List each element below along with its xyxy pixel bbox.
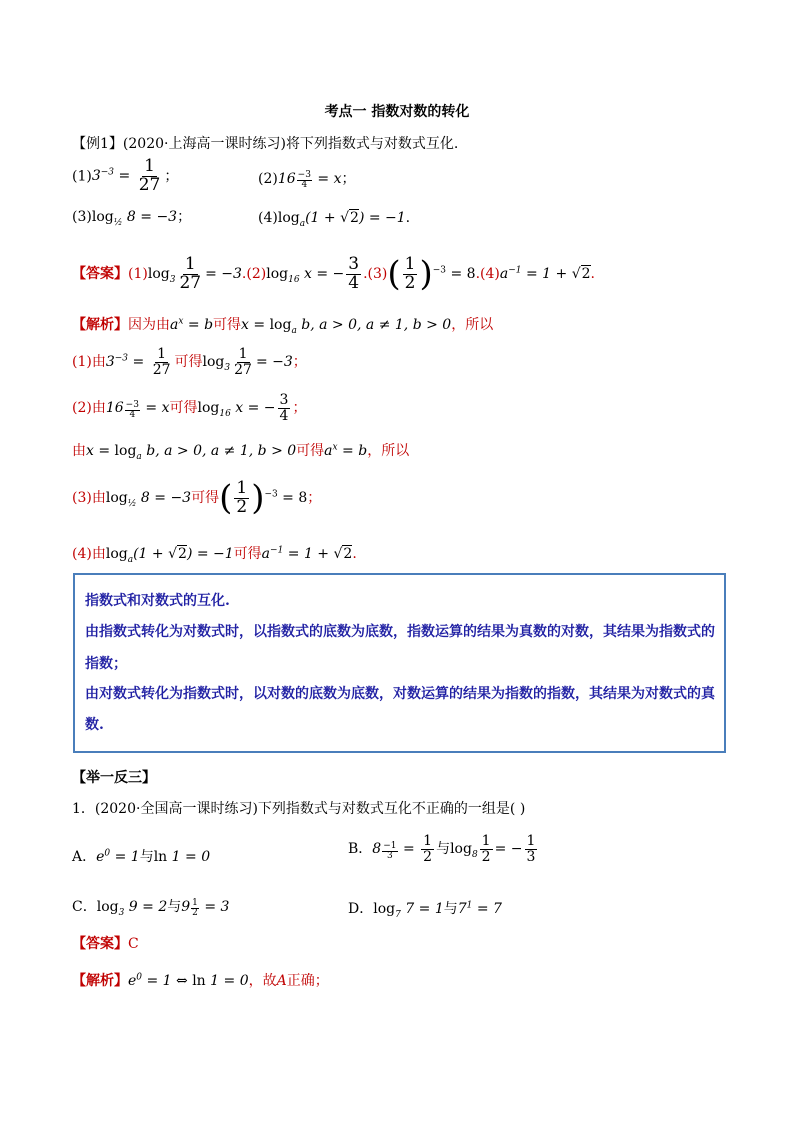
answer-line: 【答案】$(1)\log_3$ $\frac{1}{27}$ = $-3.(2)\log_{16}$ x = − $\frac{3}{4}$ .(3)( $\frac{1}{2}$ )$^{-3} = 8.(4)a^{-1} = 1 + √2$. — [72, 253, 595, 294]
item-1: $(1)3^{-3}$ = $\frac{1}{27}$ ； — [72, 156, 179, 195]
item-4-label: (4) — [258, 210, 278, 226]
summary-line-2: 由指数式转化为对数式时，以指数式的底数为底数，指数运算的结果为真数的对数，其结果为指数式的 — [85, 624, 715, 640]
example-tag: 【例1】 — [72, 136, 123, 152]
practice-question: 1．(2020·全国高一课时练习)下列指数式与对数式互化不正确的一组是( ) — [72, 801, 526, 817]
answer-tag: 【答案】 — [72, 266, 128, 282]
practice-heading: 【举一反三】 — [72, 770, 156, 786]
item-2-label: (2) — [258, 171, 278, 187]
summary-box — [73, 573, 726, 753]
analysis-2: (2)由16 $\frac{-3}{4}$ = x可得$\log_{16} x$ = − $\frac{3}{4}$ ； — [72, 392, 307, 424]
analysis-transition: 由$x = \log_a b$, a > 0, a ≠ 1, b > 0可得$a^x = b$，所以 — [72, 442, 410, 462]
summary-line-1: 指数式和对数式的互化. — [85, 593, 230, 609]
analysis-intro: 【解析】因为由$a^x = b$可得$x = \log_a b$, a > 0, a ≠ 1, b > 0，所以 — [72, 316, 494, 336]
analysis-tag: 【解析】 — [72, 317, 128, 333]
practice-answer: 【答案】C — [72, 936, 139, 952]
practice-answer-value: C — [128, 936, 139, 952]
example-source: (2020·上海高一课时练习) — [122, 136, 286, 152]
option-d: D．$\log_7 7 = 1$与$7^1 = 7$ — [348, 900, 502, 920]
item-4: $(4)\log_a(1 + √2) = -1$. — [258, 210, 411, 229]
item-3: $(3)\log_{\frac{1}{2}}$ 8 = −3； — [72, 209, 192, 228]
item-1-label: (1) — [72, 168, 92, 185]
example-prompt: 将下列指数式与对数式互化. — [285, 136, 459, 152]
summary-line-5: 数. — [85, 717, 104, 733]
item-2: (2)16 $\frac{-3}{4}$ = x； — [258, 170, 356, 191]
option-c: C．$\log_3 9 = 2$与9 $\frac{1}{2}$ = 3 — [72, 898, 230, 919]
page-title: 考点一 指数对数的转化 — [324, 104, 470, 120]
example-header — [72, 133, 458, 153]
analysis-1: (1)由$3^{-3}$ = $\frac{1}{27}$ 可得$\log_3$ $\frac{1}{27}$ = −3； — [72, 346, 307, 378]
summary-line-4: 由对数式转化为指数式时，以对数的底数为底数，对数运算的结果为指数的指数，其结果为对数式的真 — [85, 686, 715, 702]
summary-line-3: 指数； — [85, 656, 127, 672]
practice-analysis: 【解析】$e^0 = 1$ ⇔ ln 1 = 0，故A正确； — [72, 972, 329, 989]
option-b: B．8 $\frac{-1}{3}$ = $\frac{1}{2}$ 与$\log_8$ $\frac{1}{2}$ = − $\frac{1}{3}$ — [348, 833, 536, 865]
item-3-label: (3) — [72, 209, 92, 225]
analysis-4: (4)由$\log_a(1 + √2) = -1$可得$a^{-1} = 1 + √2$. — [72, 545, 357, 565]
fraction: $\frac{1}{27}$ — [138, 156, 161, 195]
analysis-3: (3)由$\log_{\frac{1}{2}} 8 = -3$可得( $\frac{1}{2}$ )$^{-3}$ = 8； — [72, 477, 322, 518]
option-a: A．$e^0 = 1$与ln 1 = 0 — [72, 848, 211, 865]
